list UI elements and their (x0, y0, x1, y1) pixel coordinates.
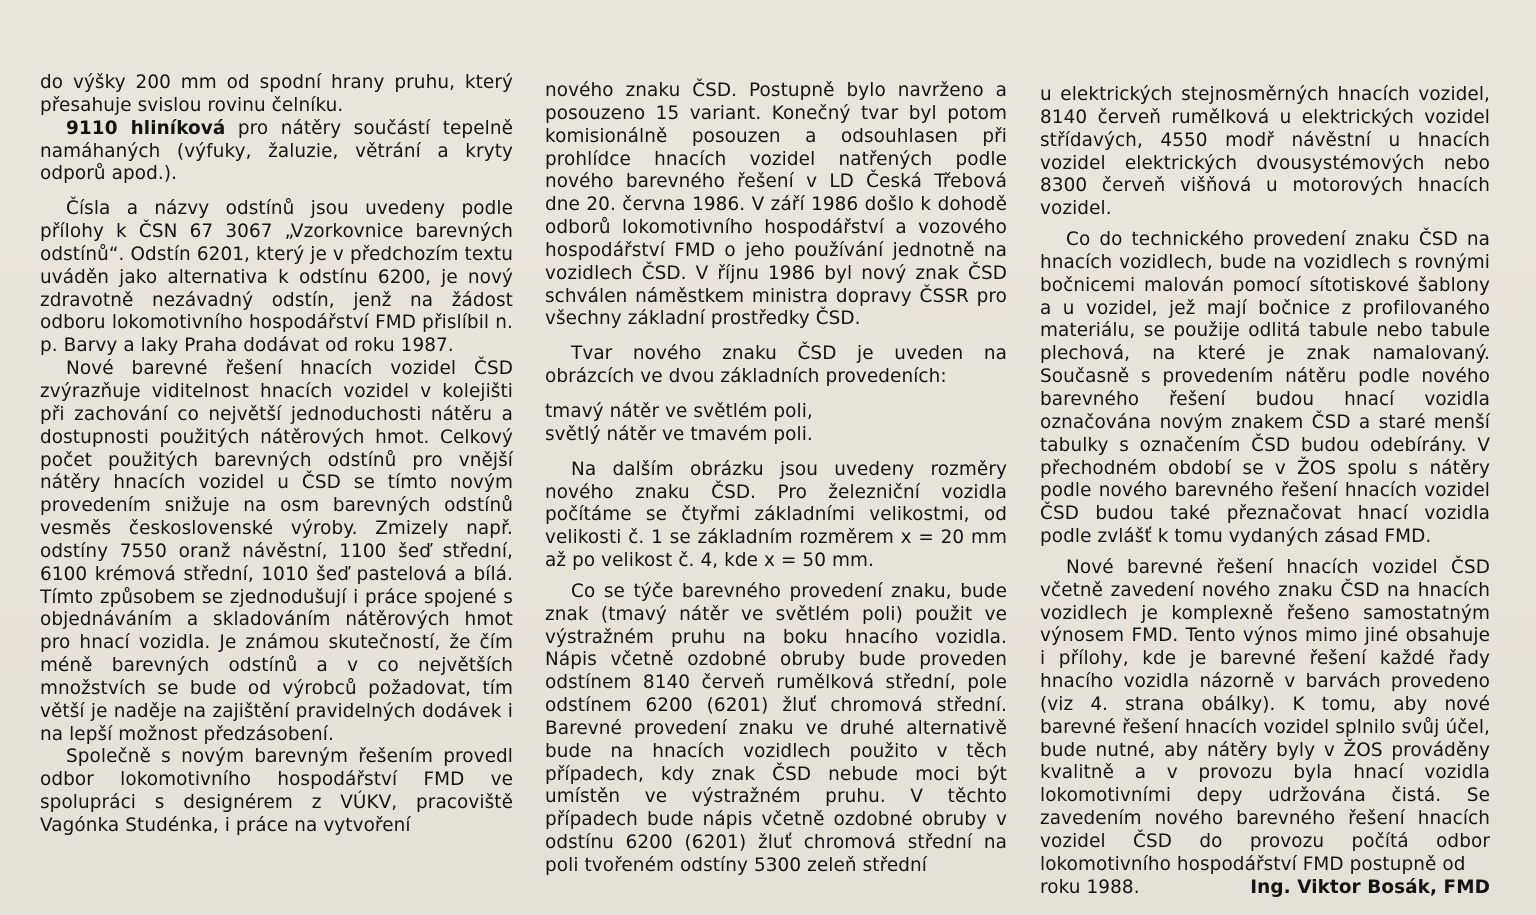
text-column-3 (1040, 84, 1490, 900)
paragraph: Na dalším obrázku jsou uvedeny rozměry nového znaku ČSD. Pro železniční vozidla počítáme se čtyřmi základními velikostmi, od velikosti č. 1 se základním rozměrem x = 20 mm až po velikost č. 4, kde x = 50 mm. (545, 458, 1007, 572)
list-item: světlý nátěr ve tmavém poli. (545, 423, 813, 445)
list-item: tmavý nátěr ve světlém poli, (545, 400, 813, 422)
paragraph (40, 118, 513, 187)
paragraph: nového znaku ČSD. Postupně bylo navrženo a posouzeno 15 variant. Konečný tvar byl potom komisionálně posouzen a odsouhlasen při prohlídce hnacích vozidel natřených podle nového barevného řešení v LD Česká Třebová dne 20. června 1986. V září 1986 došlo k dohodě odborů lokomotivního hospodářství a vozového hospodářství FMD o jeho používání jednotně na vozidlech ČSD. V říjnu 1986 byl nový znak ČSD schválen náměstkem ministra dopravy ČSSR pro všechny základní prostředky ČSD. (545, 80, 1007, 330)
closing-line (1040, 877, 1490, 900)
paragraph: Nové barevné řešení hnacích vozidel ČSD zvýrazňuje viditelnost hnacích vozidel v kolejišti při zachování co největší jednoduchosti nátěru a dostupnosti použitých nátěrových hmot. Celkový počet použitých barevných odstínů pro vnější nátěry hnacích vozidel u ČSD se tímto novým provedením snižuje na osm barevných odstínů vesměs československé výroby. Zmizely např. odstíny 7550 oranž návěstní, 1100 šeď střední, 6100 krémová střední, 1010 šeď pastelová a bílá. Tímto způsobem se zjednodušují i práce spojené s objednáváním a skladováním nátěrových hmot pro hnací vozidla. Je známou skutečností, že čím méně barevných odstínů a v co největších množstvích se bude od výrobců požadovat, tím větší je naděje na zajištění pravidelných dodávek i na lepší možnost předzásobení. (40, 358, 513, 745)
paragraph: u elektrických stejnosměrných hnacích vozidel, 8140 červeň rumělková u elektrických vozidel střídavých, 4550 modř návěstní u hnacích vozidel elektrických dvousystémových nebo 8300 červeň višňová u motorových hnacích vozidel. (1040, 84, 1490, 220)
text-column-1 (40, 72, 513, 838)
paragraph: Tvar nového znaku ČSD je uveden na obrázcích ve dvou základních provedeních: (545, 343, 1007, 388)
paragraph: Nové barevné řešení hnacích vozidel ČSD včetně zavedení nového znaku ČSD na hnacích vozidlech je komplexně řešeno samostatným výnosem FMD. Tento výnos mimo jiné obsahuje i přílohy, kde je barevné řešení každé řady hnacího vozidla názorně v barvách provedeno (viz 4. strana obálky). K tomu, aby nové barevné řešení hnacích vozidel splnilo svůj účel, bude nutné, aby nátěry byly v ŽOS prováděny kvalitně a v provozu byla hnací vozidla lokomotivními depy udržována čistá. Se zavedením nového barevného řešení hnacích vozidel ČSD do provozu počítá odbor lokomotivního hospodářství FMD postupně od (1040, 556, 1490, 875)
paragraph: Co se týče barevného provedení znaku, bude znak (tmavý nátěr ve světlém poli) použit ve výstražném pruhu na boku hnacího vozidla. Nápis včetně ozdobné obruby bude proveden odstínem 8140 červeň rumělková střední, pole odstínem 6200 (6201) žluť chromová střední. Barevné provedení znaku ve druhé alternativě bude na hnacích vozidlech použito v těch případech, kdy znak ČSD nebude moci být umístěn ve výstražném pruhu. V těchto případech bude nápis včetně ozdobné obruby v odstínu 6200 (6201) žluť chromová střední na poli tvořeném odstíny 5300 zeleň střední (545, 580, 1007, 876)
paragraph: do výšky 200 mm od spodní hrany pruhu, který přesahuje svislou rovinu čelníku. (40, 72, 513, 116)
author-signature: Ing. Viktor Bosák, FMD (1250, 876, 1490, 898)
paragraph: Společně s novým barevným řešením provedl odbor lokomotivního hospodářství FMD ve spolupráci s designérem z VÚKV, pracoviště Vagónka Studénka, i práce na vytvoření (40, 746, 513, 836)
paragraph: Co do technického provedení znaku ČSD na hnacích vozidlech, bude na vozidlech s rovnými bočnicemi malován pomocí sítotiskové šablony a u vozidel, jež mají bočnice z profilovaného materiálu, se použije odlitá tabule nebo tabule plechová, na které je znak namalovaný. Současně s provedením nátěru podle nového barevného řešení budou hnací vozidla označována novým znakem ČSD a staré menší tabulky s označením ČSD budou odebírány. V přechodném období se v ŽOS spolu s nátěry podle nového barevného řešení hnacích vozidel ČSD budou také přeznačovat hnací vozidla podle zvlášť k tomu vydaných zásad FMD. (1040, 229, 1490, 548)
bold-term: 9110 hliníková (66, 117, 226, 139)
closing-text: roku 1988. (1040, 876, 1140, 898)
paragraph-text: pro nátěry součástí tepelně namáhaných (výfuky, žaluzie, větrání a kryty odporů apod.). (40, 117, 513, 185)
paragraph: Čísla a názvy odstínů jsou uvedeny podle přílohy k ČSN 67 3067 „Vzorkovnice barevných odstínů“. Odstín 6201, který je v předchozím textu uváděn jako alternativa k odstínu 6200, je nový zdravotně nezávadný odstín, jenž na žádost odboru lokomotivního hospodářství FMD přislíbil n. p. Barvy a laky Praha dodávat od roku 1987. (40, 198, 513, 357)
text-column-2 (545, 80, 1007, 878)
